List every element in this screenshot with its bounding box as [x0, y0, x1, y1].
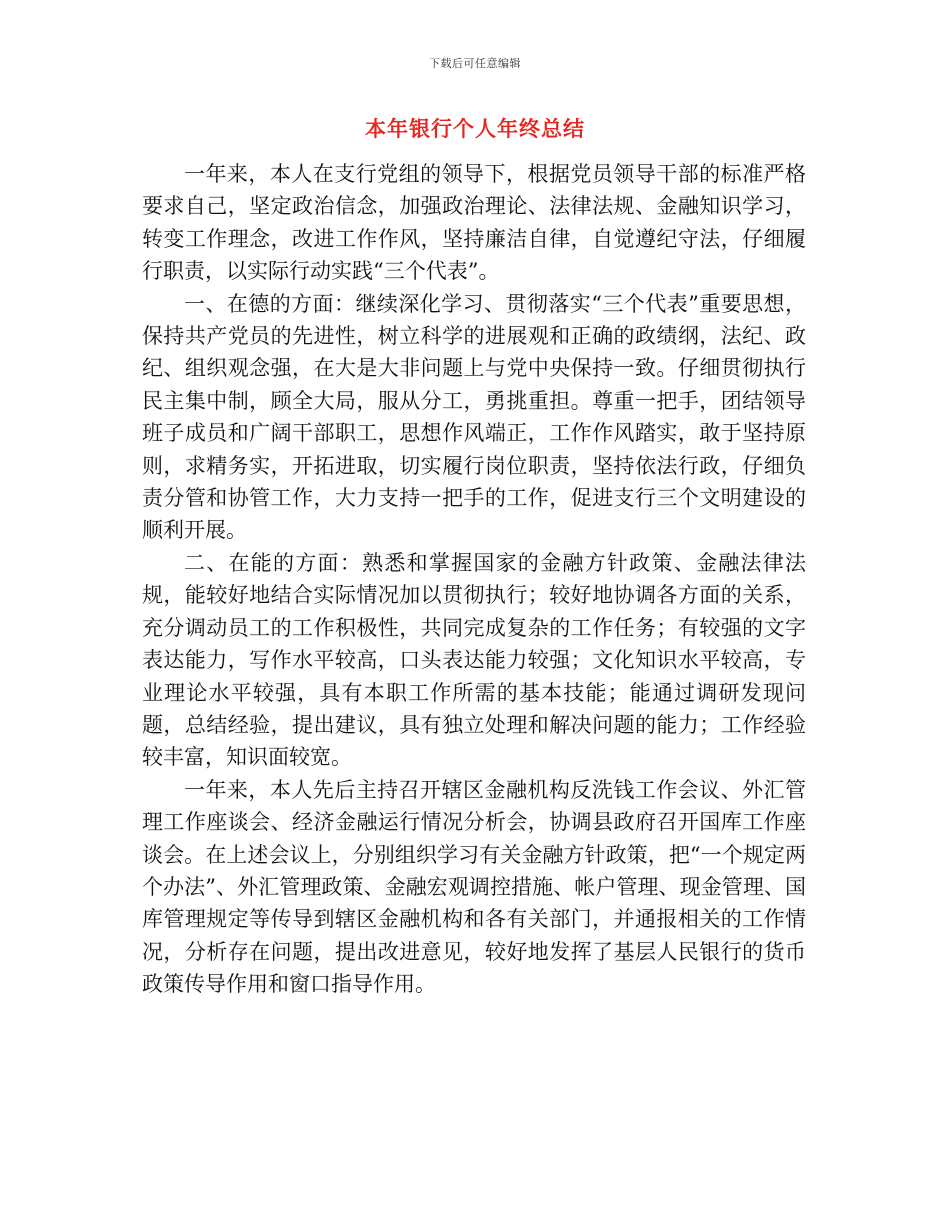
- paragraph-ability: 二、在能的方面：熟悉和掌握国家的金融方针政策、金融法律法规，能较好地结合实际情况加以贯彻执行；较好地协调各方面的关系，充分调动员工的工作积极性，共同完成复杂的工作任务；有较强的文字表达能力，写作水平较高，口头表达能力较强；文化知识水平较高，专业理论水平较强，具有本职工作所需的基本技能；能通过调研发现问题，总结经验，提出建议，具有独立处理和解决问题的能力；工作经验较丰富，知识面较宽。: [142, 550, 806, 770]
- header-note: 下载后可任意编辑: [429, 57, 521, 70]
- paragraph-meetings: 一年来，本人先后主持召开辖区金融机构反洗钱工作会议、外汇管理工作座谈会、经济金融运行情况分析会，协调县政府召开国库工作座谈会。在上述会议上，分别组织学习有关金融方针政策，把“一个规定两个办法”、外汇管理政策、金融宏观调控措施、帐户管理、现金管理、国库管理规定等传导到辖区金融机构和各有关部门，并通报相关的工作情况，分析存在问题，提出改进意见，较好地发挥了基层人民银行的货币政策传导作用和窗口指导作用。: [142, 777, 806, 997]
- document-body: [142, 158, 806, 1001]
- paragraph-intro: 一年来，本人在支行党组的领导下，根据党员领导干部的标准严格要求自己，坚定政治信念，加强政治理论、法律法规、金融知识学习，转变工作理念，改进工作作风，坚持廉洁自律，自觉遵纪守法，仔细履行职责，以实际行动实践“三个代表”。: [142, 162, 806, 284]
- document-title: 本年银行个人年终总结: [365, 116, 585, 141]
- paragraph-morality: 一、在德的方面：继续深化学习、贯彻落实“三个代表”重要思想，保持共产党员的先进性，树立科学的进展观和正确的政绩纲，法纪、政纪、组织观念强，在大是大非问题上与党中央保持一致。仔细贯彻执行民主集中制，顾全大局，服从分工，勇挑重担。尊重一把手，团结领导班子成员和广阔干部职工，思想作风端正，工作作风踏实，敢于坚持原则，求精务实，开拓进取，切实履行岗位职责，坚持依法行政，仔细负责分管和协管工作，大力支持一把手的工作，促进支行三个文明建设的顺利开展。: [142, 291, 806, 543]
